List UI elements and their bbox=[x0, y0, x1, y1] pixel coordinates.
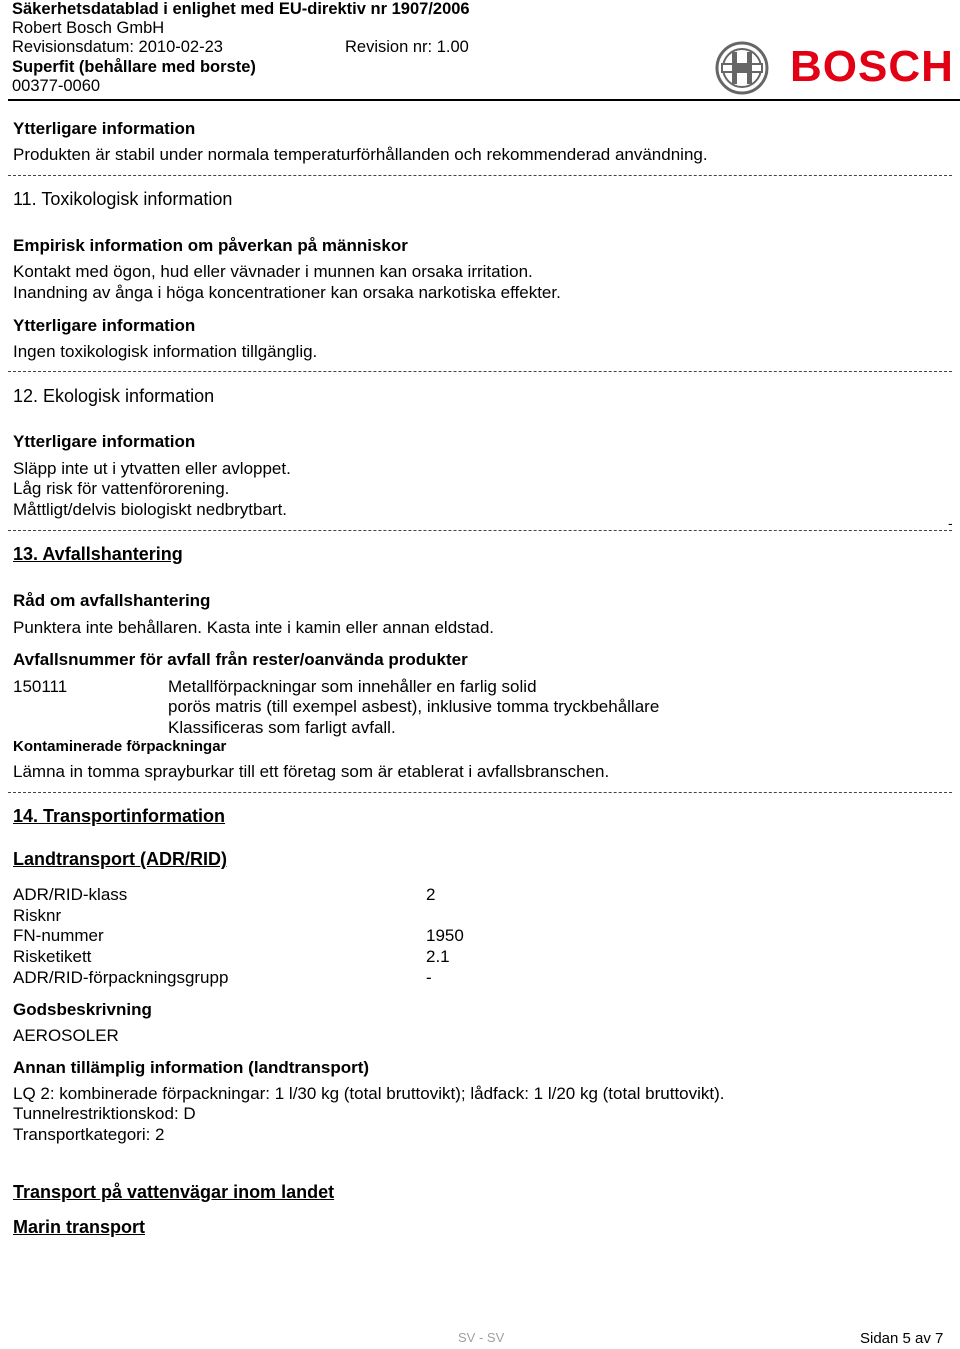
un-number-label: FN-nummer bbox=[13, 926, 104, 945]
s12-line-3: Måttligt/delvis biologiskt nedbrytbart. bbox=[13, 500, 288, 519]
section-13-title: 13. Avfallshantering bbox=[13, 544, 183, 564]
bosch-armature-icon bbox=[714, 40, 770, 96]
inland-waterway-title: Transport på vattenvägar inom landet bbox=[13, 1182, 335, 1202]
goods-description-value: AEROSOLER bbox=[13, 1026, 119, 1045]
goods-description-heading: Godsbeskrivning bbox=[13, 1000, 152, 1019]
section-divider bbox=[8, 175, 952, 176]
footer-language: SV - SV bbox=[458, 1330, 505, 1345]
product-code: 00377-0060 bbox=[12, 77, 101, 95]
risk-number-label: Risknr bbox=[13, 906, 62, 925]
section-11-title: 11. Toxikologisk information bbox=[13, 189, 233, 209]
revision-date: Revisionsdatum: 2010-02-23 bbox=[12, 38, 223, 56]
section-divider bbox=[8, 792, 952, 793]
s11-line-3: Ingen toxikologisk information tillgänglig. bbox=[13, 342, 318, 361]
s12-additional-heading: Ytterligare information bbox=[13, 432, 196, 451]
waste-code: 150111 bbox=[13, 677, 68, 696]
packing-group-label: ADR/RID-förpackningsgrupp bbox=[13, 968, 229, 987]
s13-contaminated-heading: Kontaminerade förpackningar bbox=[13, 738, 227, 755]
other-info-line-3: Transportkategori: 2 bbox=[13, 1125, 165, 1144]
s12-line-2: Låg risk för vattenförorening. bbox=[13, 479, 230, 498]
waste-description-1: Metallförpackningar som innehåller en farlig solid bbox=[168, 677, 537, 696]
other-info-line-1: LQ 2: kombinerade förpackningar: 1 l/30 kg (total bruttovikt); lådfack: 1 l/20 kg (total bruttovikt). bbox=[13, 1084, 725, 1103]
s13-line-1: Punktera inte behållaren. Kasta inte i kamin eller annan eldstad. bbox=[13, 618, 495, 637]
section-12-title: 12. Ekologisk information bbox=[13, 386, 215, 406]
waste-description-2: porös matris (till exempel asbest), inklusive tomma tryckbehållare bbox=[168, 697, 660, 716]
land-transport-title: Landtransport (ADR/RID) bbox=[13, 849, 227, 869]
top-info-text: Produkten är stabil under normala temperaturförhållanden och rekommenderad användning. bbox=[13, 145, 708, 164]
marine-transport-title: Marin transport bbox=[13, 1217, 146, 1237]
section-divider bbox=[8, 530, 952, 531]
header-rule bbox=[8, 99, 960, 101]
s11-additional-heading: Ytterligare information bbox=[13, 316, 196, 335]
other-info-line-2: Tunnelrestriktionskod: D bbox=[13, 1104, 196, 1123]
packing-group-value: - bbox=[426, 968, 432, 987]
un-number-value: 1950 bbox=[426, 926, 464, 945]
waste-description-3: Klassificeras som farligt avfall. bbox=[168, 718, 396, 737]
revision-number: Revision nr: 1.00 bbox=[345, 38, 469, 56]
s11-empirical-heading: Empirisk information om påverkan på människor bbox=[13, 236, 408, 255]
risk-label-label: Risketikett bbox=[13, 947, 92, 966]
footer-page-number: Sidan 5 av 7 bbox=[860, 1330, 944, 1347]
bosch-logo-text: BOSCH bbox=[790, 42, 954, 91]
other-info-heading: Annan tillämplig information (landtransport) bbox=[13, 1058, 370, 1077]
adr-class-value: 2 bbox=[426, 885, 436, 904]
s12-line-1: Släpp inte ut i ytvatten eller avloppet. bbox=[13, 459, 291, 478]
adr-class-label: ADR/RID-klass bbox=[13, 885, 128, 904]
divider-mark: - bbox=[948, 515, 953, 531]
top-info-heading: Ytterligare information bbox=[13, 119, 196, 138]
s13-advice-heading: Råd om avfallshantering bbox=[13, 591, 211, 610]
section-14-title: 14. Transportinformation bbox=[13, 806, 226, 826]
s11-line-2: Inandning av ånga i höga koncentrationer kan orsaka narkotiska effekter. bbox=[13, 283, 561, 302]
product-name: Superfit (behållare med borste) bbox=[12, 58, 256, 76]
company-name: Robert Bosch GmbH bbox=[12, 19, 165, 37]
risk-label-value: 2.1 bbox=[426, 947, 450, 966]
s11-line-1: Kontakt med ögon, hud eller vävnader i munnen kan orsaka irritation. bbox=[13, 262, 533, 281]
s13-line-2: Lämna in tomma sprayburkar till ett företag som är etablerat i avfallsbranschen. bbox=[13, 762, 610, 781]
section-divider bbox=[8, 371, 952, 372]
document-title: Säkerhetsdatablad i enlighet med EU-direktiv nr 1907/2006 bbox=[12, 0, 470, 18]
s13-waste-number-heading: Avfallsnummer för avfall från rester/oanvända produkter bbox=[13, 650, 468, 669]
